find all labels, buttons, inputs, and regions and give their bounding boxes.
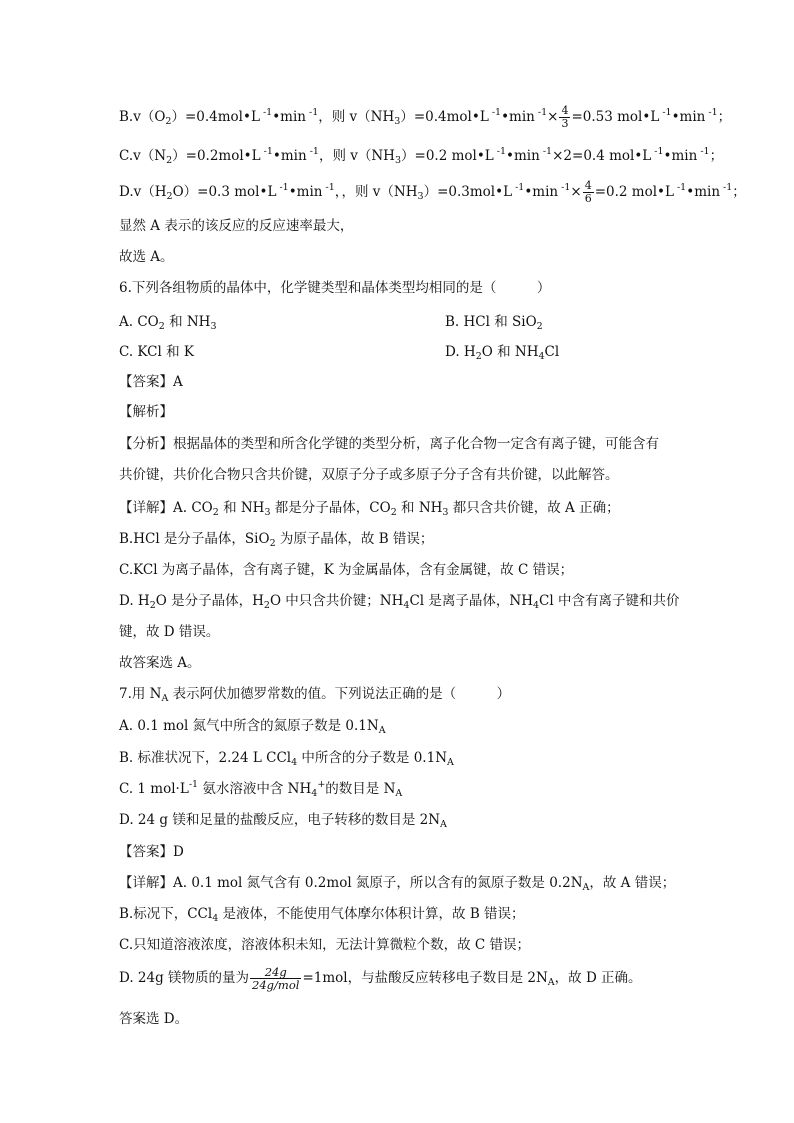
superscript: -1 xyxy=(558,182,571,193)
question-6-option-c xyxy=(119,342,194,362)
text: ×2=0.4 mol•L xyxy=(552,148,652,164)
text: ； xyxy=(732,184,746,200)
subscript: 3 xyxy=(417,191,424,202)
rate-line-b xyxy=(119,105,731,130)
text: •min xyxy=(671,109,706,125)
text: B.HCl 是分子晶体，SiO xyxy=(119,531,270,547)
text: 的数目是 N xyxy=(325,781,396,797)
text: 中所含的分子数是 0.1N xyxy=(297,750,448,766)
text: D. H xyxy=(119,593,150,609)
question-6-analysis-line-1: 【分析】根据晶体的类型和所含化学键的类型分析，离子化合物一定含有离子键，可能含有 xyxy=(119,436,659,452)
text: ，，则 v（NH xyxy=(334,184,418,200)
subscript: 3 xyxy=(442,507,449,518)
subscript: 4 xyxy=(311,788,318,799)
text: C. KCl 和 K xyxy=(119,344,194,360)
question-7-option-b xyxy=(119,748,454,768)
superscript: -1 xyxy=(306,146,319,157)
conclusion-text: 显然 A 表示的该反应的反应速率最大， xyxy=(119,218,354,234)
text: A. 0.1 mol 氮气中所含的氮原子数是 0.1N xyxy=(119,718,379,734)
superscript: + xyxy=(317,779,326,790)
question-7-detail-d xyxy=(119,966,642,991)
superscript: -1 xyxy=(534,107,548,118)
subscript: 4 xyxy=(538,351,545,362)
question-6-detail-b xyxy=(119,529,433,549)
text: ，则 v（NH xyxy=(318,109,395,125)
fraction-numerator: 4 xyxy=(561,104,569,117)
text: B.标况下，CCl xyxy=(119,906,213,922)
text: =0.2 mol•L xyxy=(594,184,674,200)
superscript: -1 xyxy=(720,182,733,193)
subscript: 4 xyxy=(403,600,410,611)
subscript: A xyxy=(161,693,169,704)
superscript: -1 xyxy=(276,182,289,193)
subscript: 2 xyxy=(390,507,397,518)
text: × xyxy=(547,109,559,125)
subscript: A xyxy=(440,819,447,830)
text: B.v（O xyxy=(119,109,166,125)
text: Cl 中含有离子键和共价 xyxy=(539,593,680,609)
subscript: A xyxy=(547,977,555,988)
subscript: 2 xyxy=(165,116,172,127)
question-7-option-a xyxy=(119,716,386,736)
text: •min xyxy=(272,148,307,164)
subscript: 4 xyxy=(291,757,298,768)
text: •min xyxy=(272,109,306,125)
subscript: 2 xyxy=(475,351,482,362)
question-6-stem: 6.下列各组物质的晶体中，化学键类型和晶体类型均相同的是（ ） xyxy=(119,280,551,296)
question-6-detail-d-cont: 键，故 D 错误。 xyxy=(119,624,220,640)
superscript: -1 xyxy=(259,107,273,118)
text: 和 NH xyxy=(396,500,443,516)
subscript: A xyxy=(378,725,386,736)
question-7-option-c xyxy=(119,779,402,799)
question-6-option-d xyxy=(445,342,559,362)
text: 7.用 N xyxy=(119,686,162,702)
question-6-option-b xyxy=(445,312,543,332)
fraction xyxy=(559,105,570,130)
subscript: 3 xyxy=(394,116,401,127)
text: D. 24 g 镁和足量的盐酸反应，电子转移的数目是 2N xyxy=(119,812,441,828)
fraction-denominator: 3 xyxy=(561,117,569,130)
superscript: -1 xyxy=(659,107,672,118)
text: •min xyxy=(506,148,540,164)
question-7-detail-a xyxy=(119,873,675,893)
text: D. H xyxy=(445,344,476,360)
question-7-stem xyxy=(119,684,510,704)
fraction xyxy=(583,180,594,205)
text: ）=0.2mol•L xyxy=(172,148,261,164)
text: O 是分子晶体，H xyxy=(155,593,264,609)
question-7-detail-b xyxy=(119,904,525,924)
text: 【详解】A. 0.1 mol 氮气含有 0.2mol 氮原子，所以含有的氮原子数是 0.2N xyxy=(119,875,583,891)
text: •min xyxy=(288,184,323,200)
subscript: A xyxy=(582,882,590,893)
question-7-answer: 【答案】D xyxy=(119,844,184,860)
text: O 和 NH xyxy=(481,344,539,360)
superscript: -1 xyxy=(488,107,502,118)
text: C. 1 mol·L xyxy=(119,781,189,797)
subscript: A xyxy=(447,757,454,768)
text: •min xyxy=(686,184,721,200)
question-6-option-a xyxy=(119,312,217,332)
text: D.v（H xyxy=(119,184,167,200)
subscript: 2 xyxy=(212,507,219,518)
subscript: 3 xyxy=(394,155,402,166)
text: 氨水溶液中含 NH xyxy=(198,781,312,797)
fraction-denominator: 24g/mol xyxy=(252,978,300,992)
rate-line-c xyxy=(119,146,723,166)
subscript: 2 xyxy=(536,321,543,332)
question-6-detail-a xyxy=(119,498,620,518)
text: =1mol，与盐酸反应转移电子数目是 2N xyxy=(302,970,548,986)
superscript: -1 xyxy=(305,107,319,118)
text: 都是分子晶体，CO xyxy=(270,500,391,516)
subscript: 3 xyxy=(264,507,271,518)
text: •min xyxy=(524,184,559,200)
superscript: -1 xyxy=(188,779,199,790)
superscript: -1 xyxy=(539,146,553,157)
text: Cl 是离子晶体，NH xyxy=(409,593,533,609)
text: 表示阿伏加德罗常数的值。下列说法正确的是（ ） xyxy=(168,686,511,702)
text: ）=0.2 mol•L xyxy=(401,148,494,164)
subscript: 2 xyxy=(166,191,173,202)
text: C.KCl 为离子晶体，含有离子键，K 为金属晶体，含有金属键，故 C 错误； xyxy=(119,562,574,578)
subscript: 2 xyxy=(166,155,173,166)
text: 是液体，不能使用气体摩尔体积计算，故 B 错误； xyxy=(218,906,525,922)
fraction-numerator: 4 xyxy=(584,179,592,192)
superscript: -1 xyxy=(673,182,687,193)
text: ，故 D 正确。 xyxy=(554,970,642,986)
choose-answer-text: 故选 A。 xyxy=(119,249,174,265)
text: •min xyxy=(501,109,535,125)
subscript: 2 xyxy=(149,600,156,611)
superscript: -1 xyxy=(705,107,718,118)
fraction-numerator: 24g xyxy=(250,966,301,979)
superscript: -1 xyxy=(322,182,335,193)
question-7-detail-c: C.只知道溶液浓度，溶液体积未知，无法计算微粒个数，故 C 错误； xyxy=(119,937,531,953)
superscript: -1 xyxy=(260,146,273,157)
superscript: -1 xyxy=(493,146,507,157)
question-6-final: 故答案选 A。 xyxy=(119,655,201,671)
text: 为原子晶体，故 B 错误； xyxy=(275,531,434,547)
subscript: 2 xyxy=(263,600,270,611)
text: D. 24g 镁物质的量为 xyxy=(119,970,250,986)
text: 和 NH xyxy=(218,500,265,516)
subscript: A xyxy=(395,788,403,799)
fraction xyxy=(250,966,301,991)
text: ）=0.3mol•L xyxy=(423,184,513,200)
text: C.v（N xyxy=(119,148,167,164)
question-7-option-d xyxy=(119,810,447,830)
question-6-detail-d xyxy=(119,591,679,611)
question-6-detail-c xyxy=(119,560,573,580)
text: ，则 v（NH xyxy=(318,148,395,164)
text: 都只含共价键，故 A 正确； xyxy=(448,500,620,516)
superscript: -1 xyxy=(651,146,664,157)
subscript: 2 xyxy=(158,321,165,332)
subscript: 3 xyxy=(210,321,217,332)
text: O）=0.3 mol•L xyxy=(172,184,277,200)
text: 和 NH xyxy=(164,314,211,330)
text: ）=0.4mol•L xyxy=(171,109,260,125)
rate-line-d xyxy=(119,180,746,205)
text: A. CO xyxy=(119,314,159,330)
text: ，故 A 错误； xyxy=(589,875,676,891)
subscript: 2 xyxy=(269,538,276,549)
text: 【详解】A. CO xyxy=(119,500,213,516)
text: ； xyxy=(717,109,732,125)
text: ）=0.4mol•L xyxy=(400,109,489,125)
question-7-final: 答案选 D。 xyxy=(119,1011,189,1027)
text: O 中只含共价键；NH xyxy=(269,593,404,609)
text: •min xyxy=(663,148,698,164)
superscript: -1 xyxy=(697,146,710,157)
subscript: 4 xyxy=(212,913,219,924)
fraction-denominator: 6 xyxy=(584,192,592,205)
text: Cl xyxy=(544,344,560,360)
subscript: 4 xyxy=(532,600,540,611)
question-6-answer: 【答案】A xyxy=(119,374,183,390)
text: =0.53 mol•L xyxy=(571,109,660,125)
question-6-analysis-line-2: 共价键，共价化合物只含共价键，双原子分子或多原子分子含有共价键，以此解答。 xyxy=(119,467,619,483)
question-6-analysis-heading: 【解析】 xyxy=(119,404,173,420)
text: B. 标准状况下，2.24 L CCl xyxy=(119,750,292,766)
text: ； xyxy=(709,148,724,164)
text: B. HCl 和 SiO xyxy=(445,314,537,330)
superscript: -1 xyxy=(512,182,525,193)
text: × xyxy=(570,184,582,200)
